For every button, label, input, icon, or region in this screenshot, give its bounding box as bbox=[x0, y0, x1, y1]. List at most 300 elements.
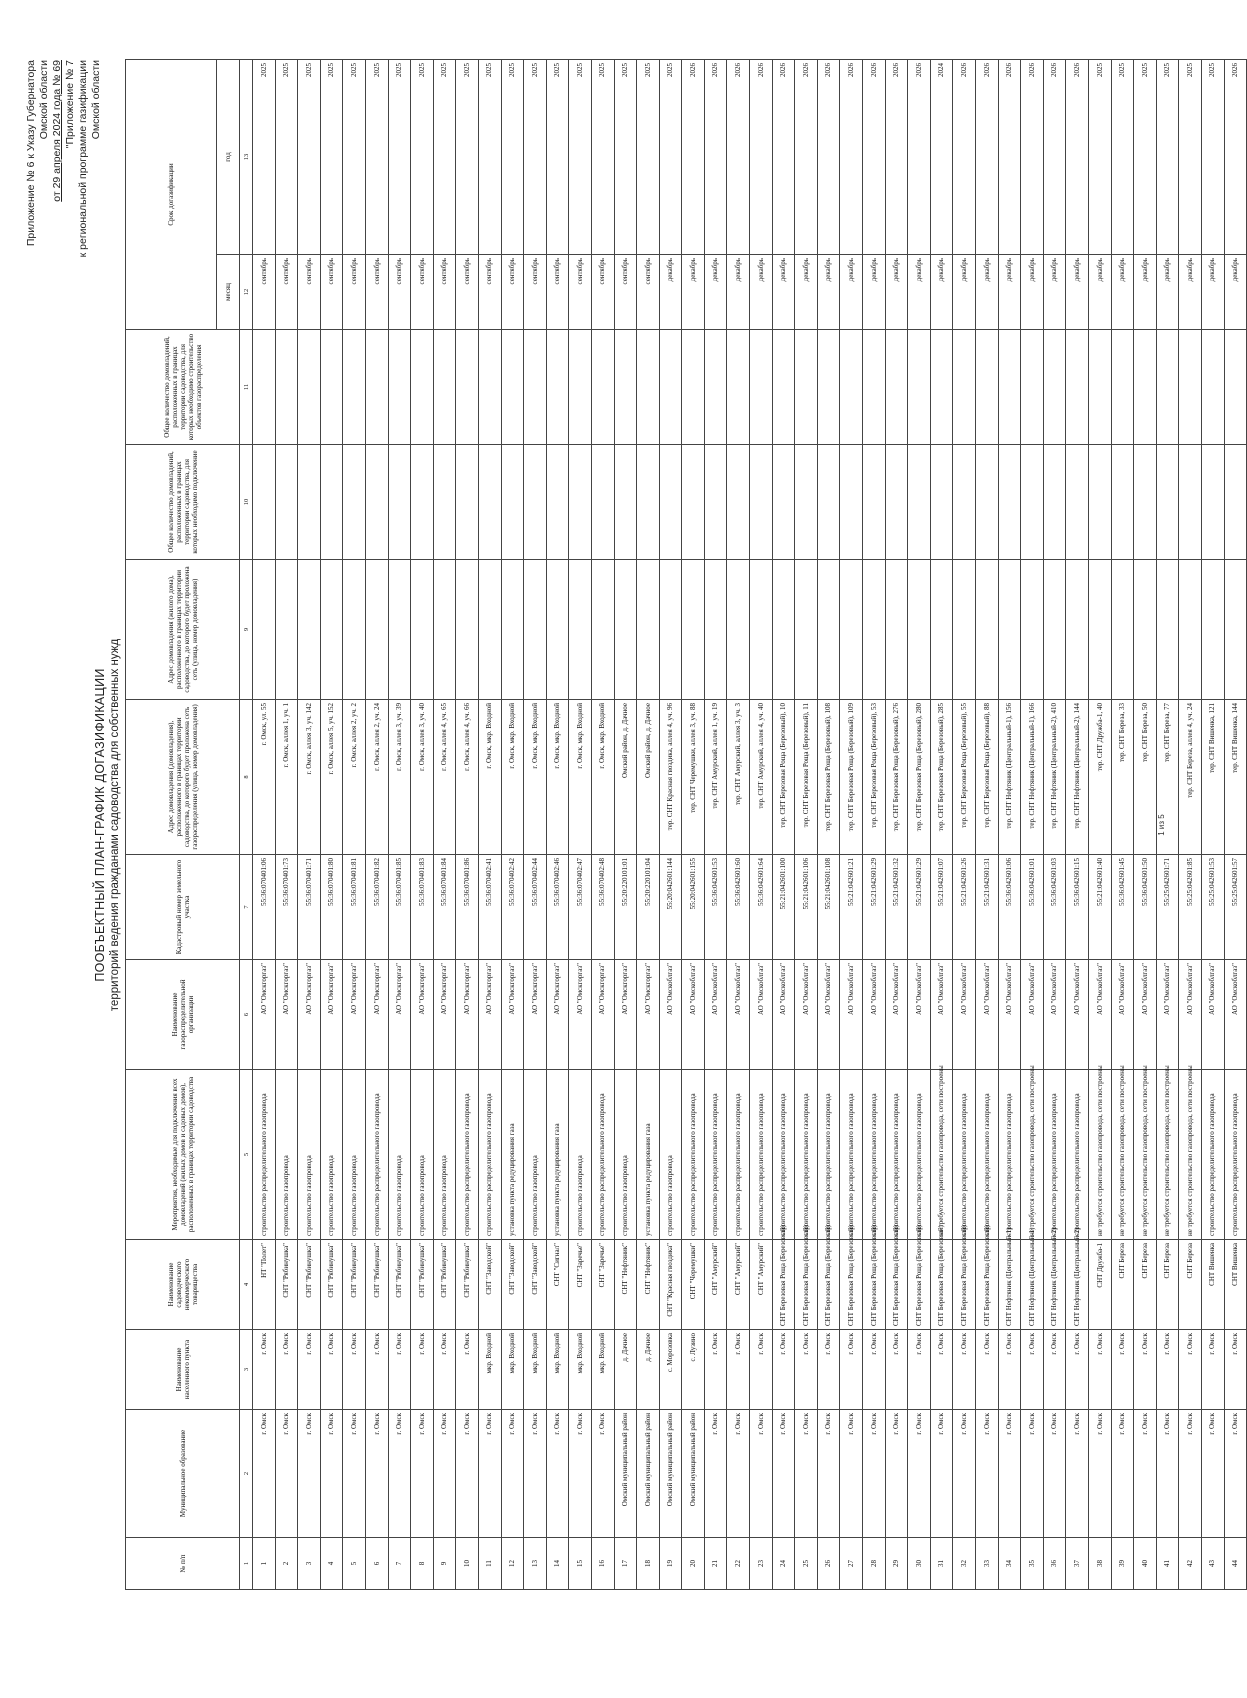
cell-snt: СНТ "Заречье" bbox=[591, 1240, 614, 1330]
cell-municipality: г. Омск bbox=[908, 1410, 931, 1538]
cell-month: декабрь bbox=[930, 255, 953, 330]
cell-count-10 bbox=[478, 445, 501, 560]
cell-snt: СНТ "Заводской" bbox=[501, 1240, 524, 1330]
cell-cadastral: 55:36:070401:86 bbox=[456, 855, 479, 960]
cell-address-9 bbox=[817, 560, 840, 700]
cell-count-11 bbox=[930, 330, 953, 445]
cell-snt: СНТ Береза bbox=[1111, 1240, 1134, 1330]
cell-municipality: г. Омск bbox=[772, 1410, 795, 1538]
table-row bbox=[976, 59, 999, 1589]
cell-snt: СНТ "Рябинушка" bbox=[411, 1240, 434, 1330]
cell-count-11 bbox=[1088, 330, 1111, 445]
cell-measures: строительство распределительного газопровода bbox=[456, 1070, 479, 1240]
cell-year: 2026 bbox=[953, 59, 976, 254]
cell-operator: АО "Омскоблгаз" bbox=[1134, 960, 1157, 1070]
cell-address: г. Омск, аллея 2, уч. 24 bbox=[365, 700, 388, 855]
cell-count-10 bbox=[817, 445, 840, 560]
cell-month: сентябрь bbox=[298, 255, 321, 330]
cell-snt: СНТ Березовая Роща (Березовый) bbox=[930, 1240, 953, 1330]
cell-month: декабрь bbox=[840, 255, 863, 330]
cell-municipality: г. Омск bbox=[863, 1410, 886, 1538]
cell-operator: АО "Омскгоргаз" bbox=[411, 960, 434, 1070]
cell-address-9 bbox=[840, 560, 863, 700]
cell-count-11 bbox=[456, 330, 479, 445]
table-row bbox=[546, 59, 569, 1589]
cell-operator: АО "Омскгоргаз" bbox=[433, 960, 456, 1070]
cell-address: г. Омск, мкр. Входной bbox=[524, 700, 547, 855]
cell-month: сентябрь bbox=[456, 255, 479, 330]
cell-count-11 bbox=[253, 330, 276, 445]
cell-num: 42 bbox=[1179, 1538, 1202, 1590]
cell-count-11 bbox=[863, 330, 886, 445]
cell-year: 2025 bbox=[1088, 59, 1111, 254]
table-row bbox=[1043, 59, 1066, 1589]
cell-operator: АО "Омскгоргаз" bbox=[546, 960, 569, 1070]
cell-count-11 bbox=[1224, 330, 1247, 445]
cell-settlement: г. Омск bbox=[320, 1330, 343, 1410]
cell-num: 19 bbox=[659, 1538, 682, 1590]
header-snt: Наименование садоводческого некоммерческого товарищества bbox=[126, 1240, 240, 1330]
plan-table bbox=[125, 59, 1247, 1590]
cell-num: 43 bbox=[1201, 1538, 1224, 1590]
cell-municipality: г. Омск bbox=[456, 1410, 479, 1538]
cell-municipality: г. Омск bbox=[501, 1410, 524, 1538]
cell-operator: АО "Омскгоргаз" bbox=[569, 960, 592, 1070]
cell-month: декабрь bbox=[1156, 255, 1179, 330]
cell-settlement: д. Дачное bbox=[637, 1330, 660, 1410]
cell-count-11 bbox=[320, 330, 343, 445]
cell-snt: СНТ Березовая Роща (Березовый) bbox=[817, 1240, 840, 1330]
cell-snt: СНТ "Рябинушка" bbox=[320, 1240, 343, 1330]
cell-snt: СНТ Березовая Роща (Березовый) bbox=[976, 1240, 999, 1330]
cell-municipality: г. Омск bbox=[953, 1410, 976, 1538]
cell-address-9 bbox=[637, 560, 660, 700]
table-row bbox=[1224, 59, 1247, 1589]
cell-municipality: г. Омск bbox=[1224, 1410, 1247, 1538]
cell-count-11 bbox=[1111, 330, 1134, 445]
cell-num: 20 bbox=[682, 1538, 705, 1590]
cell-measures: не требуется строительство газопровода, сети построены bbox=[1179, 1070, 1202, 1240]
table-row bbox=[840, 59, 863, 1589]
cell-address: г. Омск, аллея 4, уч. 65 bbox=[433, 700, 456, 855]
cell-municipality: г. Омск bbox=[569, 1410, 592, 1538]
cell-snt: СНТ "Амурский" bbox=[704, 1240, 727, 1330]
cell-count-10 bbox=[569, 445, 592, 560]
cell-month: декабрь bbox=[908, 255, 931, 330]
cell-year: 2026 bbox=[795, 59, 818, 254]
cell-count-11 bbox=[682, 330, 705, 445]
header-municipality: Муниципальное образование bbox=[126, 1410, 240, 1538]
cell-municipality: г. Омск bbox=[343, 1410, 366, 1538]
cell-cadastral: 55:21:042601:26 bbox=[953, 855, 976, 960]
cell-cadastral: 55:36:070402:46 bbox=[546, 855, 569, 960]
cell-year: 2026 bbox=[998, 59, 1021, 254]
cell-measures: строительство газопровода bbox=[275, 1070, 298, 1240]
header-operator: Наименование газораспределительной организации bbox=[126, 960, 240, 1070]
cell-municipality: г. Омск bbox=[411, 1410, 434, 1538]
cell-num: 3 bbox=[298, 1538, 321, 1590]
cell-address-9 bbox=[524, 560, 547, 700]
cell-operator: АО "Омскоблгаз" bbox=[1021, 960, 1044, 1070]
cell-count-10 bbox=[750, 445, 773, 560]
cell-month: сентябрь bbox=[524, 255, 547, 330]
cell-snt: СНТ Березовая Роща (Березовый) bbox=[885, 1240, 908, 1330]
cell-count-11 bbox=[659, 330, 682, 445]
cell-municipality: г. Омск bbox=[478, 1410, 501, 1538]
cell-snt: СНТ Нефтяник (Центральный-1) bbox=[1021, 1240, 1044, 1330]
cell-month: декабрь bbox=[1088, 255, 1111, 330]
cell-count-11 bbox=[365, 330, 388, 445]
cell-settlement: г. Омск bbox=[1179, 1330, 1202, 1410]
cell-year: 2025 bbox=[1134, 59, 1157, 254]
cell-snt: СНТ Вишенка bbox=[1224, 1240, 1247, 1330]
cell-measures: строительство газопровода bbox=[614, 1070, 637, 1240]
cell-municipality: г. Омск bbox=[1021, 1410, 1044, 1538]
cell-address: тер. СНТ Амурский, аллея 3, уч. 3 bbox=[727, 700, 750, 855]
cell-snt: СНТ "Амурский" bbox=[750, 1240, 773, 1330]
cell-measures: строительство распределительного газопровода bbox=[365, 1070, 388, 1240]
cell-address: тер. СНТ Нефтяник (Центральный-1), 166 bbox=[1021, 700, 1044, 855]
cell-measures: строительство распределительного газопровода bbox=[908, 1070, 931, 1240]
column-number-row bbox=[240, 59, 253, 1589]
cell-num: 16 bbox=[591, 1538, 614, 1590]
cell-cadastral: 55:36:070402:41 bbox=[478, 855, 501, 960]
cell-year: 2026 bbox=[772, 59, 795, 254]
cell-year: 2025 bbox=[637, 59, 660, 254]
cell-municipality: г. Омск bbox=[546, 1410, 569, 1538]
cell-count-11 bbox=[908, 330, 931, 445]
cell-num: 5 bbox=[343, 1538, 366, 1590]
cell-snt: СНТ "Амурский" bbox=[727, 1240, 750, 1330]
column-number: 6 bbox=[240, 960, 253, 1070]
cell-measures: строительство газопровода bbox=[659, 1070, 682, 1240]
cell-month: декабрь bbox=[795, 255, 818, 330]
cell-settlement: г. Омск bbox=[885, 1330, 908, 1410]
cell-year: 2026 bbox=[1224, 59, 1247, 254]
plan-table-wrapper bbox=[125, 60, 1247, 1590]
cell-snt: СНТ "Рябинушка" bbox=[433, 1240, 456, 1330]
cell-cadastral: 55:36:070402:42 bbox=[501, 855, 524, 960]
cell-count-10 bbox=[1088, 445, 1111, 560]
cell-month: декабрь bbox=[704, 255, 727, 330]
cell-municipality: г. Омск bbox=[1088, 1410, 1111, 1538]
cell-count-11 bbox=[817, 330, 840, 445]
header-period: Срок догазификации bbox=[126, 59, 217, 329]
table-row bbox=[1088, 59, 1111, 1589]
cell-measures: строительство распределительного газопровода bbox=[953, 1070, 976, 1240]
column-number: 1 bbox=[240, 1538, 253, 1590]
cell-month: декабрь bbox=[1043, 255, 1066, 330]
cell-operator: АО "Омскоблгаз" bbox=[750, 960, 773, 1070]
cell-count-10 bbox=[976, 445, 999, 560]
cell-month: декабрь bbox=[727, 255, 750, 330]
cell-measures: не требуется строительство газопровода, сети построены bbox=[1111, 1070, 1134, 1240]
cell-measures: не требуется строительство газопровода, сети построены bbox=[1088, 1070, 1111, 1240]
cell-settlement: мкр. Входной bbox=[591, 1330, 614, 1410]
cell-municipality: г. Омск bbox=[1111, 1410, 1134, 1538]
cell-snt: СНТ Береза bbox=[1156, 1240, 1179, 1330]
cell-settlement: г. Омск bbox=[388, 1330, 411, 1410]
cell-address: тер. СНТ Березовая Роща (Березовый), 285 bbox=[930, 700, 953, 855]
cell-month: сентябрь bbox=[478, 255, 501, 330]
cell-settlement: г. Омск bbox=[1021, 1330, 1044, 1410]
cell-count-10 bbox=[863, 445, 886, 560]
cell-num: 39 bbox=[1111, 1538, 1134, 1590]
cell-settlement: г. Омск bbox=[411, 1330, 434, 1410]
cell-settlement: г. Омск bbox=[998, 1330, 1021, 1410]
cell-year: 2025 bbox=[456, 59, 479, 254]
cell-measures: строительство распределительного газопровода bbox=[863, 1070, 886, 1240]
cell-count-11 bbox=[1043, 330, 1066, 445]
table-row bbox=[885, 59, 908, 1589]
cell-cadastral: 55:21:042601:40 bbox=[1088, 855, 1111, 960]
cell-address: тер. СНТ Березовая Роща (Березовый), 108 bbox=[817, 700, 840, 855]
cell-cadastral: 55:36:042601:15 bbox=[1066, 855, 1089, 960]
cell-num: 10 bbox=[456, 1538, 479, 1590]
cell-count-10 bbox=[524, 445, 547, 560]
cell-address: г. Омск, мкр. Входной bbox=[546, 700, 569, 855]
cell-municipality: г. Омск bbox=[976, 1410, 999, 1538]
cell-month: сентябрь bbox=[433, 255, 456, 330]
cell-year: 2025 bbox=[433, 59, 456, 254]
cell-num: 11 bbox=[478, 1538, 501, 1590]
column-number: 13 bbox=[240, 59, 253, 254]
table-row bbox=[750, 59, 773, 1589]
cell-count-10 bbox=[772, 445, 795, 560]
cell-snt: СНТ Дружба-1 bbox=[1088, 1240, 1111, 1330]
cell-settlement: д. Дачное bbox=[614, 1330, 637, 1410]
cell-snt: СНТ "Заводской" bbox=[524, 1240, 547, 1330]
cell-num: 15 bbox=[569, 1538, 592, 1590]
cell-snt: СНТ "Рябинушка" bbox=[365, 1240, 388, 1330]
cell-municipality: г. Омск bbox=[320, 1410, 343, 1538]
cell-num: 30 bbox=[908, 1538, 931, 1590]
cell-measures: строительство распределительного газопровода bbox=[727, 1070, 750, 1240]
cell-cadastral: 55:36:070401:81 bbox=[343, 855, 366, 960]
cell-count-10 bbox=[1201, 445, 1224, 560]
cell-address-9 bbox=[704, 560, 727, 700]
cell-municipality: г. Омск bbox=[840, 1410, 863, 1538]
cell-month: сентябрь bbox=[253, 255, 276, 330]
cell-snt: СНТ Березовая Роща (Березовый) bbox=[772, 1240, 795, 1330]
cell-operator: АО "Омскгоргаз" bbox=[614, 960, 637, 1070]
cell-count-11 bbox=[343, 330, 366, 445]
cell-year: 2025 bbox=[275, 59, 298, 254]
cell-year: 2025 bbox=[614, 59, 637, 254]
cell-num: 24 bbox=[772, 1538, 795, 1590]
cell-snt: СНТ "Нефтяник" bbox=[637, 1240, 660, 1330]
cell-cadastral: 55:25:042601:71 bbox=[1156, 855, 1179, 960]
cell-operator: АО "Омскоблгаз" bbox=[953, 960, 976, 1070]
cell-address: тер. СНТ Березовая Роща (Березовый), 280 bbox=[908, 700, 931, 855]
cell-address-9 bbox=[1134, 560, 1157, 700]
cell-year: 2026 bbox=[682, 59, 705, 254]
cell-count-11 bbox=[546, 330, 569, 445]
cell-num: 27 bbox=[840, 1538, 863, 1590]
cell-month: декабрь bbox=[1111, 255, 1134, 330]
cell-cadastral: 55:36:042601:06 bbox=[998, 855, 1021, 960]
cell-measures: не требуется строительство газопровода, сети построены bbox=[1021, 1070, 1044, 1240]
cell-cadastral: 55:36:070401:83 bbox=[411, 855, 434, 960]
cell-count-11 bbox=[1066, 330, 1089, 445]
cell-snt: СНТ "Красная гвоздика" bbox=[659, 1240, 682, 1330]
table-row bbox=[704, 59, 727, 1589]
table-row bbox=[953, 59, 976, 1589]
cell-settlement: г. Омск bbox=[298, 1330, 321, 1410]
cell-month: сентябрь bbox=[546, 255, 569, 330]
table-row bbox=[388, 59, 411, 1589]
cell-operator: АО "Омскгоргаз" bbox=[591, 960, 614, 1070]
cell-municipality: г. Омск bbox=[1201, 1410, 1224, 1538]
cell-count-11 bbox=[411, 330, 434, 445]
cell-measures: строительство газопровода bbox=[320, 1070, 343, 1240]
cell-year: 2025 bbox=[365, 59, 388, 254]
cell-num: 4 bbox=[320, 1538, 343, 1590]
cell-num: 37 bbox=[1066, 1538, 1089, 1590]
cell-year: 2025 bbox=[1201, 59, 1224, 254]
cell-measures: строительство распределительного газопровода bbox=[1201, 1070, 1224, 1240]
cell-address: тер. СНТ Береза, 33 bbox=[1111, 700, 1134, 855]
cell-count-11 bbox=[501, 330, 524, 445]
cell-num: 36 bbox=[1043, 1538, 1066, 1590]
cell-cadastral: 55:20:042601:144 bbox=[659, 855, 682, 960]
cell-municipality: г. Омск bbox=[524, 1410, 547, 1538]
cell-address: тер. СНТ Березовая Роща (Березовый), 10 bbox=[772, 700, 795, 855]
cell-address-9 bbox=[546, 560, 569, 700]
table-row bbox=[659, 59, 682, 1589]
cell-operator: АО "Омскоблгаз" bbox=[1043, 960, 1066, 1070]
appendix-line: от 29 апреля 2024 года № 69 bbox=[51, 60, 63, 202]
cell-cadastral: 55:21:042601:31 bbox=[976, 855, 999, 960]
cell-address: тер. СНТ Нефтяник (Центральный-2), 410 bbox=[1043, 700, 1066, 855]
cell-measures: строительство распределительного газопровода bbox=[817, 1070, 840, 1240]
cell-count-10 bbox=[275, 445, 298, 560]
cell-address-9 bbox=[478, 560, 501, 700]
cell-cadastral: 55:36:070402:48 bbox=[591, 855, 614, 960]
appendix-line: "Приложение № 7 bbox=[64, 60, 76, 149]
cell-month: сентябрь bbox=[365, 255, 388, 330]
cell-num: 40 bbox=[1134, 1538, 1157, 1590]
cell-count-11 bbox=[614, 330, 637, 445]
cell-address-9 bbox=[1179, 560, 1202, 700]
cell-address-9 bbox=[388, 560, 411, 700]
cell-address-9 bbox=[953, 560, 976, 700]
cell-count-11 bbox=[1179, 330, 1202, 445]
cell-num: 12 bbox=[501, 1538, 524, 1590]
cell-num: 22 bbox=[727, 1538, 750, 1590]
cell-num: 32 bbox=[953, 1538, 976, 1590]
cell-measures: строительство распределительного газопровода bbox=[253, 1070, 276, 1240]
cell-year: 2025 bbox=[253, 59, 276, 254]
cell-cadastral: 55:20:042601:155 bbox=[682, 855, 705, 960]
cell-settlement: г. Омск bbox=[1111, 1330, 1134, 1410]
cell-cadastral: 55:36:070401:85 bbox=[388, 855, 411, 960]
cell-measures: строительство газопровода bbox=[524, 1070, 547, 1240]
cell-snt: СНТ Береза bbox=[1179, 1240, 1202, 1330]
cell-cadastral: 55:36:070402:47 bbox=[569, 855, 592, 960]
cell-municipality: г. Омск bbox=[275, 1410, 298, 1538]
cell-cadastral: 55:36:042601:50 bbox=[1134, 855, 1157, 960]
cell-count-11 bbox=[637, 330, 660, 445]
cell-count-11 bbox=[704, 330, 727, 445]
cell-settlement: г. Омск bbox=[930, 1330, 953, 1410]
cell-address-9 bbox=[863, 560, 886, 700]
cell-settlement: мкр. Входной bbox=[501, 1330, 524, 1410]
cell-municipality: г. Омск bbox=[433, 1410, 456, 1538]
cell-year: 2025 bbox=[546, 59, 569, 254]
cell-settlement: г. Омск bbox=[772, 1330, 795, 1410]
table-row bbox=[343, 59, 366, 1589]
cell-snt: СНТ Березовая Роща (Березовый) bbox=[840, 1240, 863, 1330]
cell-settlement: мкр. Входной bbox=[546, 1330, 569, 1410]
column-number: 12 bbox=[240, 255, 253, 330]
cell-year: 2025 bbox=[298, 59, 321, 254]
cell-measures: строительство распределительного газопровода bbox=[478, 1070, 501, 1240]
cell-year: 2026 bbox=[863, 59, 886, 254]
cell-measures: строительство газопровода bbox=[343, 1070, 366, 1240]
cell-count-10 bbox=[1134, 445, 1157, 560]
cell-cadastral: 55:21:042601:106 bbox=[795, 855, 818, 960]
cell-measures: строительство газопровода bbox=[433, 1070, 456, 1240]
rotated-page bbox=[25, 50, 1240, 1600]
cell-address: тер. СНТ Красная гвоздика, аллея 4, уч. 96 bbox=[659, 700, 682, 855]
table-row bbox=[772, 59, 795, 1589]
cell-settlement: с. Лузино bbox=[682, 1330, 705, 1410]
cell-cadastral: 55:36:070402:44 bbox=[524, 855, 547, 960]
cell-month: декабрь bbox=[1179, 255, 1202, 330]
cell-address-9 bbox=[343, 560, 366, 700]
cell-operator: АО "Омскгоргаз" bbox=[253, 960, 276, 1070]
cell-address-9 bbox=[253, 560, 276, 700]
cell-address-9 bbox=[727, 560, 750, 700]
cell-address-9 bbox=[569, 560, 592, 700]
column-number: 4 bbox=[240, 1240, 253, 1330]
header-month: месяц bbox=[217, 255, 240, 330]
table-row bbox=[298, 59, 321, 1589]
cell-count-10 bbox=[298, 445, 321, 560]
cell-address: тер. СНТ Березовая Роща (Березовый), 88 bbox=[976, 700, 999, 855]
appendix-line: Омской области bbox=[90, 60, 102, 140]
cell-address: тер. СНТ Береза, 50 bbox=[1134, 700, 1157, 855]
cell-count-10 bbox=[998, 445, 1021, 560]
cell-address-9 bbox=[682, 560, 705, 700]
cell-address-9 bbox=[591, 560, 614, 700]
cell-snt: СНТ Береза bbox=[1134, 1240, 1157, 1330]
cell-cadastral: 55:21:042601:100 bbox=[772, 855, 795, 960]
cell-measures: строительство распределительного газопровода bbox=[840, 1070, 863, 1240]
cell-count-10 bbox=[885, 445, 908, 560]
cell-count-11 bbox=[524, 330, 547, 445]
cell-address: тер. СНТ Дружба-1, 40 bbox=[1088, 700, 1111, 855]
cell-address: тер. СНТ Береза, 77 bbox=[1156, 700, 1179, 855]
cell-count-10 bbox=[591, 445, 614, 560]
cell-month: декабрь bbox=[659, 255, 682, 330]
cell-measures: строительство распределительного газопровода bbox=[795, 1070, 818, 1240]
cell-year: 2025 bbox=[411, 59, 434, 254]
cell-count-10 bbox=[795, 445, 818, 560]
table-row bbox=[365, 59, 388, 1589]
cell-measures: строительство распределительного газопровода bbox=[885, 1070, 908, 1240]
cell-address: г. Омск, мкр. Входной bbox=[569, 700, 592, 855]
cell-address: г. Омск, ул. 55 bbox=[253, 700, 276, 855]
cell-address-9 bbox=[976, 560, 999, 700]
cell-year: 2026 bbox=[750, 59, 773, 254]
cell-operator: АО "Омскоблгаз" bbox=[998, 960, 1021, 1070]
cell-municipality: г. Омск bbox=[591, 1410, 614, 1538]
column-number: 10 bbox=[240, 445, 253, 560]
cell-count-11 bbox=[750, 330, 773, 445]
header-cadastral: Кадастровый номер земельного участка bbox=[126, 855, 240, 960]
